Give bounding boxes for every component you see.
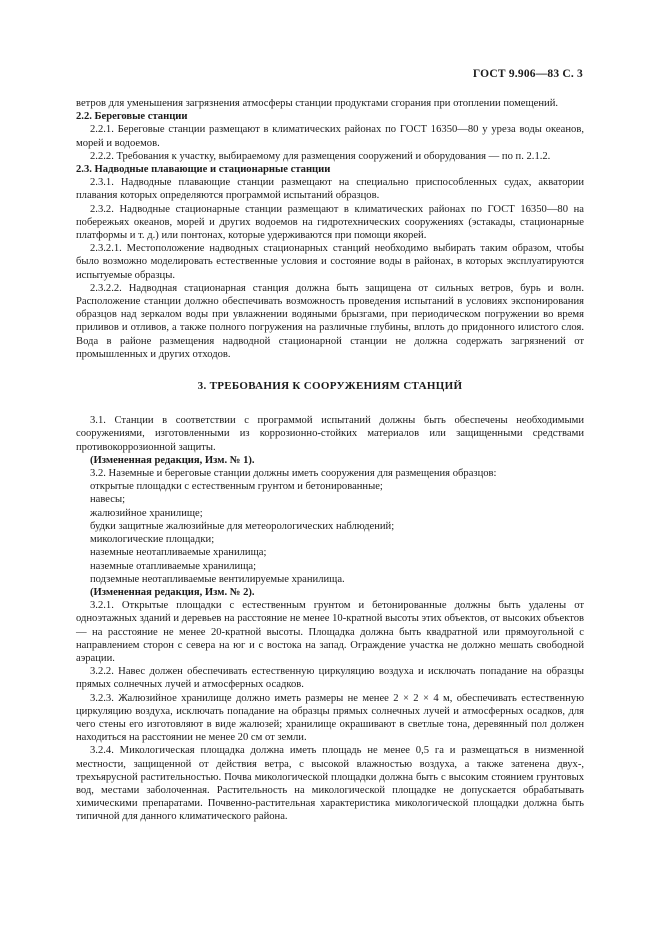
list-item: открытые площадки с естественным грунтом и бетонированные; [90, 481, 383, 493]
heading-2-2: 2.2. Береговые станции [76, 111, 188, 123]
list-item: жалюзийное хранилище; [90, 507, 203, 519]
list-item: наземные неотапливаемые хранилища; [90, 547, 267, 559]
page-header: ГОСТ 9.906—83 С. 3 [472, 68, 583, 80]
paragraph-2-3-2-2: 2.3.2.2. Надводная стационарная станция должна быть защищена от сильных ветров, бурь и волн. Расположение станции должно обеспечивать возможность проведения испытаний в условиях экспонирования образцов над зеркалом воды при увлажнении водяными брызгами, при периодическом погружении во время приливов и отливов, а также полного погружения на различные глубины, вплоть до придонного илистого слоя. Вода в районе размещения надводной стационарной станции не должна содержать загрязнений от промышленных и других отходов. [76, 282, 584, 360]
paragraph-2-2-2: 2.2.2. Требования к участку, выбираемому для размещения сооружений и оборудования — по п. 2.1.2. [90, 150, 551, 162]
heading-2-3: 2.3. Надводные плавающие и стационарные станции [76, 164, 331, 176]
list-item: подземные неотапливаемые вентилируемые хранилища. [90, 573, 345, 585]
revision-note-2: (Измененная редакция, Изм. № 2). [90, 586, 255, 598]
paragraph-3-1: 3.1. Станции в соответствии с программой испытаний должны быть обеспечены необходимыми сооружениями, изготовленными из коррозионно-стойких материалов или защищенными средствами противокоррозионной защиты. [76, 415, 584, 453]
list-item: микологические площадки; [90, 534, 215, 546]
paragraph-2-3-1: 2.3.1. Надводные плавающие станции размещают на специально приспособленных судах, акватории плавания которых определяются программой испытаний образцов. [76, 177, 584, 202]
paragraph-3-2: 3.2. Наземные и береговые станции должны иметь сооружения для размещения образцов: [90, 468, 497, 480]
paragraph-2-2-1: 2.2.1. Береговые станции размещают в климатических районах по ГОСТ 16350—80 у уреза воды океанов, морей и водоемов. [76, 124, 584, 149]
revision-note-1: (Измененная редакция, Изм. № 1). [90, 454, 255, 466]
paragraph-2-3-2: 2.3.2. Надводные стационарные станции размещают в климатических районах по ГОСТ 16350—80 на побережьях океанов, морей и других водоемов на гидротехнических сооружениях (эстакады, стационарные платформы и т. д.) или понтонах, которые удерживаются при помощи якорей. [76, 203, 584, 242]
paragraph-3-2-1: 3.2.1. Открытые площадки с естественным грунтом и бетонированные должны быть удалены от одноэтажных зданий и деревьев на расстояние не менее 10-кратной высоты этих объектов, от высоких объектов — на расстояние не менее 20-кратной высоты. Площадка должна быть квадратной или прямоугольной с направлением сторон с севера на юг и с востока на запад. Ограждение участка не должно мешать свободной аэрации. [76, 600, 584, 664]
paragraph-3-2-4: 3.2.4. Микологическая площадка должна иметь площадь не менее 0,5 га и размещаться в низменной местности, защищенной от действия ветра, с высокой влажностью воздуха, а также затенена двух-, трехъярусной растительностью. Почва микологической площадки должна быть с высоким стоянием грунтовых вод, местами заболоченная. Растительность на микологической площадке не допускается обрабатывать химическими препаратами. Почвенно-растительная характеристика микологической площадки должна быть типичной для данного климатического района. [76, 745, 584, 823]
paragraph-2-3-2-1: 2.3.2.1. Местоположение надводных стационарных станций необходимо выбирать таким образом, чтобы было возможно моделировать естественные условия и состояние воды в районах, в которых эксплуатируются испытуемые образцы. [76, 243, 584, 281]
section-3-title: 3. ТРЕБОВАНИЯ К СООРУЖЕНИЯМ СТАНЦИЙ [197, 380, 463, 393]
document-body [76, 97, 584, 824]
paragraph-3-2-3: 3.2.3. Жалюзийное хранилище должно иметь размеры не менее 2 × 2 × 4 м, обеспечивать естественную циркуляцию воздуха, исключать попадание на образцы прямых солнечных лучей и атмосферных осадков, для чего стены его изготовляют в виде жалюзей; хранилище окрашивают в светлые тона, деревянный пол должен находиться на расстоянии не менее 20 см от земли. [76, 692, 584, 744]
paragraph-3-2-2: 3.2.2. Навес должен обеспечивать естественную циркуляцию воздуха и исключать попадание на образцы прямых солнечных лучей и атмосферных осадков. [76, 666, 584, 691]
list-item: будки защитные жалюзийные для метеорологических наблюдений; [90, 520, 395, 532]
list-item: наземные отапливаемые хранилища; [90, 560, 257, 572]
paragraph-continuation: ветров для уменьшения загрязнения атмосферы станции продуктами сгорания при отоплении помещений. [76, 98, 559, 109]
structures-list [76, 480, 584, 586]
list-item: навесы; [90, 494, 126, 506]
